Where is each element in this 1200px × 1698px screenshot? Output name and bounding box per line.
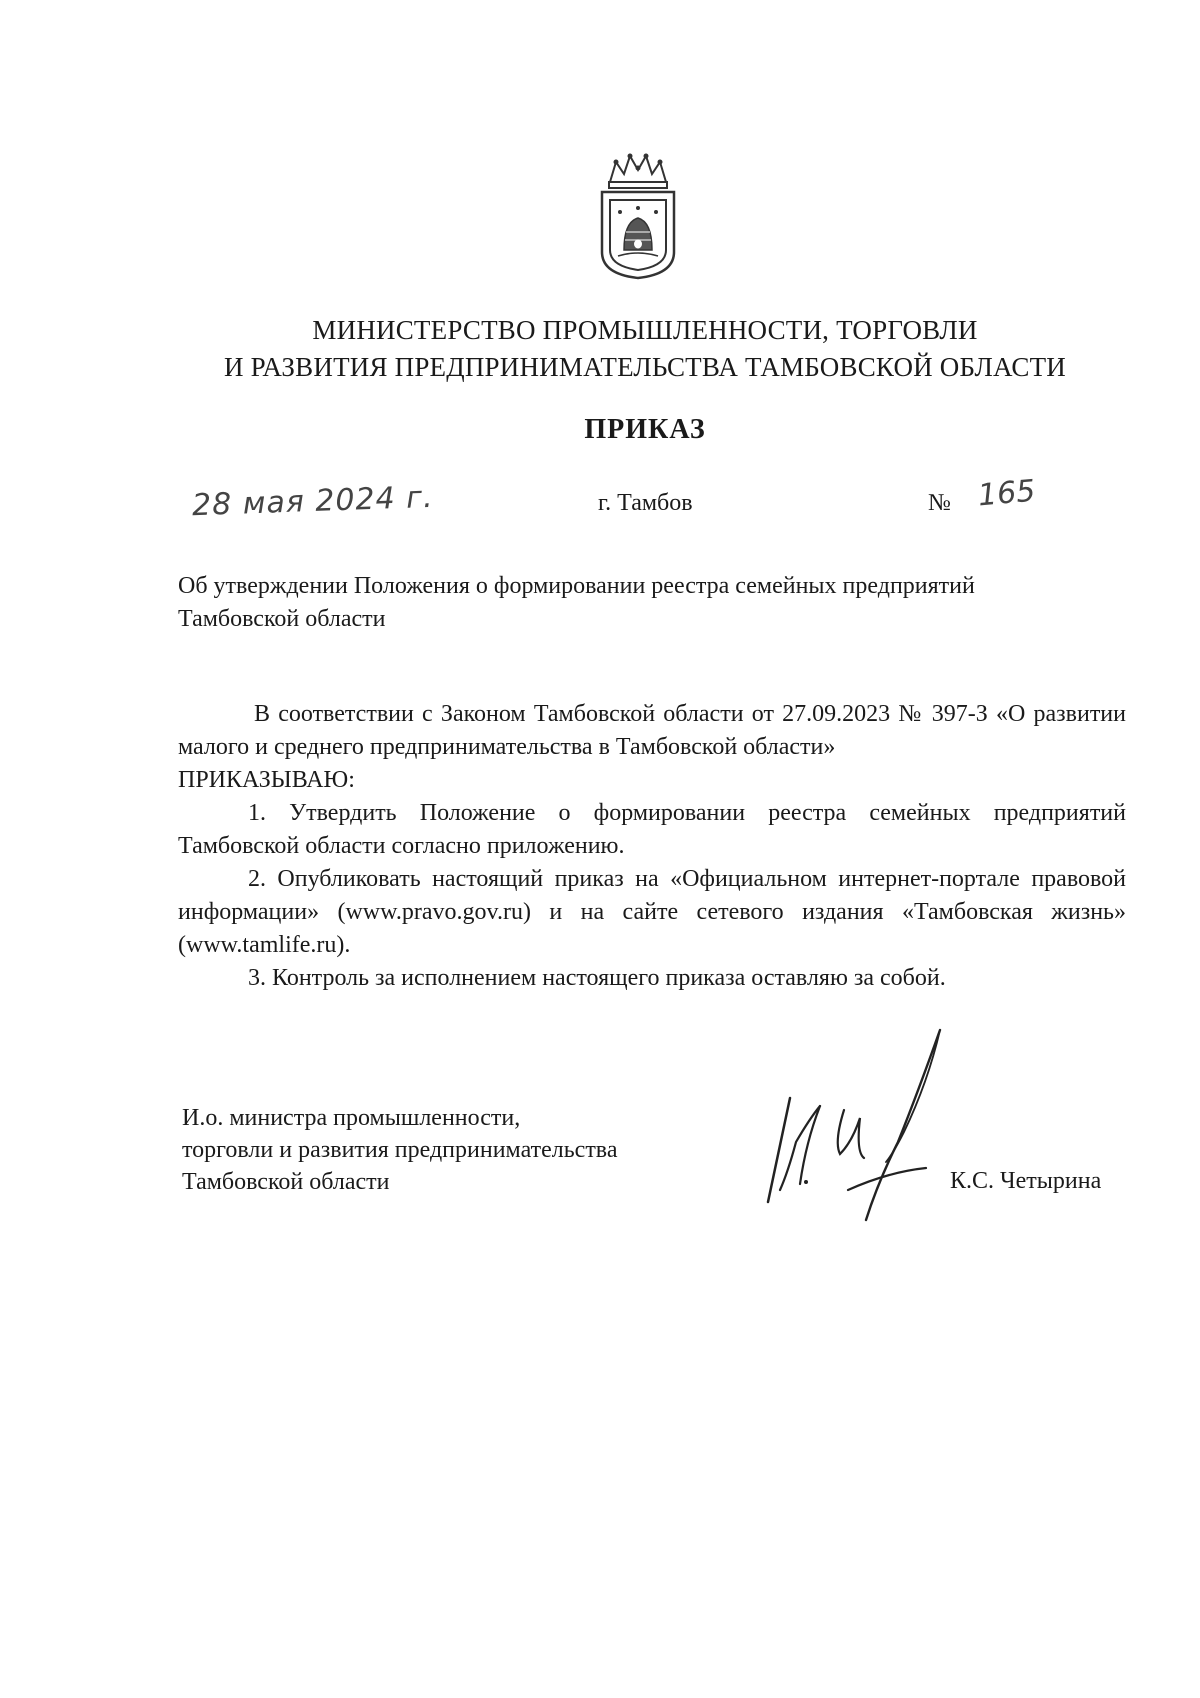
ministry-name-line2: И РАЗВИТИЯ ПРЕДПРИНИМАТЕЛЬСТВА ТАМБОВСКОЙ ОБЛАСТИ: [224, 352, 1066, 382]
order-item-3: 3. Контроль за исполнением настоящего приказа оставляю за собой.: [248, 965, 946, 991]
subject-line2: Тамбовской области: [178, 606, 386, 632]
order-word: ПРИКАЗЫВАЮ:: [178, 767, 355, 793]
city: г. Тамбов: [598, 490, 693, 516]
signer-title-line2: торговли и развития предпринимательства: [182, 1137, 618, 1163]
coat-of-arms-icon: [596, 152, 680, 280]
preamble-paragraph: В соответствии с Законом Тамбовской области от 27.09.2023 № 397-З «О развитии малого и среднего предпринимательства в Тамбовской области»: [178, 701, 1126, 760]
ministry-name-line1: МИНИСТЕРСТВО ПРОМЫШЛЕННОСТИ, ТОРГОВЛИ: [312, 315, 978, 345]
number-label: №: [928, 490, 951, 516]
handwritten-signature-icon: [748, 1022, 958, 1232]
document-body: [178, 698, 1126, 995]
signer-title-line3: Тамбовской области: [182, 1169, 390, 1195]
signer-title: [182, 1102, 742, 1198]
handwritten-date: 28 мая 2024 г.: [191, 479, 435, 524]
signer-name: К.С. Четырина: [950, 1168, 1102, 1194]
order-item-1: 1. Утвердить Положение о формировании реестра семейных предприятий Тамбовской области согласно приложению.: [178, 800, 1126, 859]
ministry-name: [0, 312, 1200, 386]
subject-line1: Об утверждении Положения о формировании реестра семейных предприятий: [178, 573, 975, 599]
document-subject: [178, 570, 1128, 636]
handwritten-number: 165: [976, 473, 1037, 514]
signer-title-line1: И.о. министра промышленности,: [182, 1105, 521, 1131]
order-item-2: 2. Опубликовать настоящий приказ на «Официальном интернет-портале правовой информации» (www.pravo.gov.ru) и на сайте сетевого издания «Тамбовская жизнь» (www.tamlife.ru).: [178, 866, 1126, 958]
document-type: ПРИКАЗ: [584, 414, 706, 445]
